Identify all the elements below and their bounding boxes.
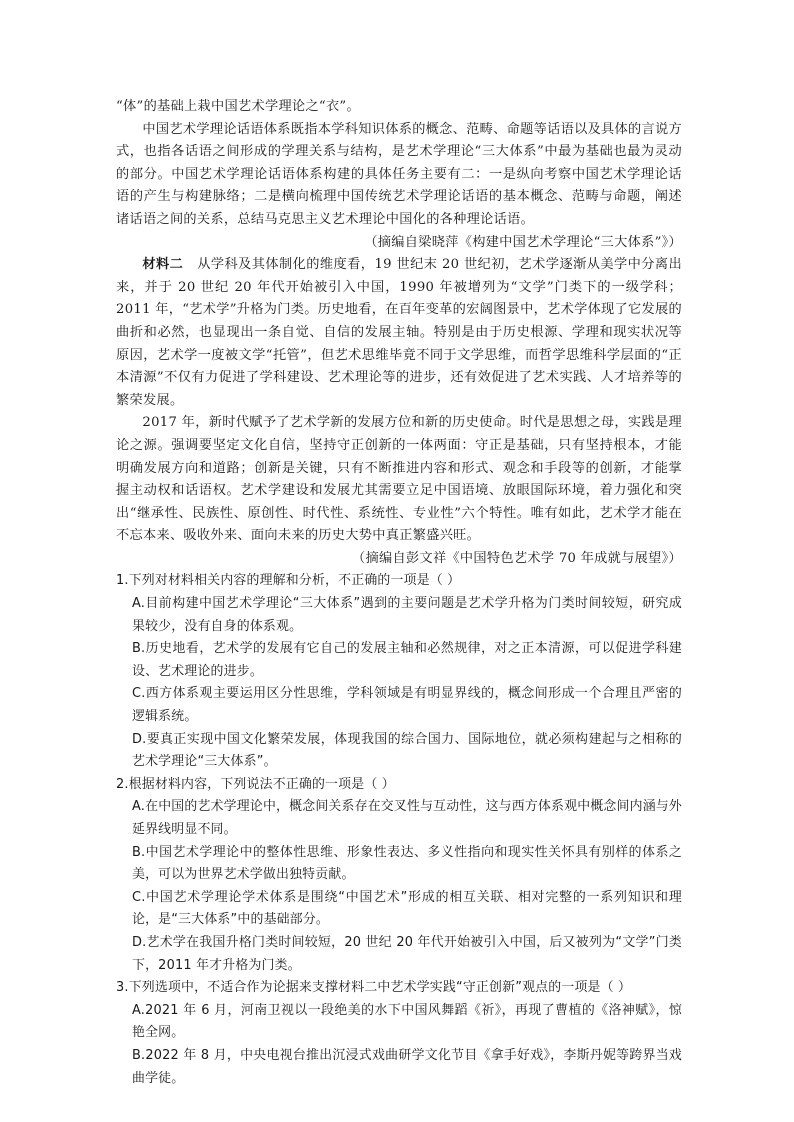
exam-page: [116, 96, 682, 1090]
option-c[interactable]: C.中国艺术学理论学术体系是围绕“中国艺术”形成的相互关联、相对完整的一系列知识和理论，是“三大体系”中的基础部分。: [132, 889, 682, 928]
option-b[interactable]: B.2022 年 8 月，中央电视台推出沉浸式戏曲研学文化节目《拿手好戏》，李斯丹妮等跨界当戏曲学徒。: [132, 1047, 682, 1086]
question-stem: 3.下列选项中，不适合作为论据来支撑材料二中艺术学实践“守正创新”观点的一项是（ ）: [116, 980, 632, 996]
option-a[interactable]: A.在中国的艺术学理论中，概念间关系存在交叉性与互动性，这与西方体系观中概念间内涵与外延界线明显不同。: [132, 799, 682, 837]
option-b[interactable]: B.中国艺术学理论中的整体性思维、形象性表达、多义性指向和现实性关怀具有别样的体系之美，可以为世界艺术学做出独特贡献。: [132, 844, 682, 883]
option-b[interactable]: B.历史地看，艺术学的发展有它自己的发展主轴和必然规律，对之正本清源，可以促进学科建设、艺术理论的进步。: [132, 641, 682, 679]
material-two-paragraph-1: [116, 254, 682, 412]
material-one-paragraph: 中国艺术学理论话语体系既指本学科知识体系的概念、范畴、命题等话语以及具体的言说方式，也指各话语之间形成的学理关系与结构，是艺术学理论“三大体系”中最为基础也最为灵动的部分。中国艺术学理论话语体系构建的具体任务主要有二：一是纵向考察中国艺术学理论话语的产生与构建脉络；二是横向梳理中国传统艺术学理论话语的基本概念、范畴与命题，阐述诸话语之间的关系，总结马克思主义艺术理论中国化的各种理论话语。: [116, 121, 682, 227]
option-d[interactable]: D.要真正实现中国文化繁荣发展，体现我国的综合国力、国际地位，就必须构建起与之相称的艺术学理论“三大体系”。: [132, 731, 682, 770]
option-a[interactable]: A.2021 年 6 月，河南卫视以一段绝美的水下中国风舞蹈《祈》，再现了曹植的《洛神赋》，惊艳全网。: [132, 1002, 682, 1041]
question-stem: 1.下列对材料相关内容的理解和分析，不正确的一项是（ ）: [116, 573, 461, 589]
option-a[interactable]: A.目前构建中国艺术学理论“三大体系”遇到的主要问题是艺术学升格为门类时间较短，研究成果较少，没有自身的体系观。: [132, 596, 682, 634]
questions-section: [116, 570, 682, 1090]
material-one-closing-line: “体”的基础上栽中国艺术学理论之“衣”。: [116, 99, 360, 114]
question-3: [116, 977, 682, 1090]
material-two-source: （摘编自彭文祥《中国特色艺术学 70 年成就与展望》）: [352, 550, 682, 566]
material-two-text-1: 从学科及其体制化的维度看，19 世纪末 20 世纪初，艺术学逐渐从美学中分离出来，并于 20 世纪 20 年代开始被引入中国，1990 年被增列为“文学”门类下的一级学科；2011 年，“艺术学”升格为门类。历史地看，在百年变革的宏阔图景中，艺术学体现了它发展的曲折和必然，也显现出一条自觉、自信的发展主轴。特别是由于历史根源、学理和现实状况等原因，艺术学一度被文学“托管”，但艺术思维毕竟不同于文学思维，而哲学思维科学层面的“正本清源”不仅有力促进了学科建设、艺术理论等的进步，还有效促进了艺术实践、人才培养等的繁荣发展。: [116, 257, 682, 408]
material-two-label: 材料二: [142, 257, 184, 273]
question-stem: 2.根据材料内容，下列说法不正确的一项是（ ）: [116, 776, 395, 792]
option-c[interactable]: C.西方体系观主要运用区分性思维，学科领域是有明显界线的，概念间形成一个合理且严密的逻辑系统。: [132, 686, 682, 725]
question-2: [116, 774, 682, 977]
question-1: [116, 570, 682, 773]
material-one-source: （摘编自梁晓萍《构建中国艺术学理论“三大体系”》）: [364, 234, 682, 250]
material-two-paragraph-2: 2017 年，新时代赋予了艺术学新的发展方位和新的历史使命。时代是思想之母，实践是理论之源。强调要坚定文化自信，坚持守正创新的一体两面：守正是基础，只有坚持根本，才能明确发展方向和道路；创新是关键，只有不断推进内容和形式、观念和手段等的创新，才能掌握主动权和话语权。艺术学建设和发展尤其需要立足中国语境、放眼国际环境，着力强化和突出“继承性、民族性、原创性、时代性、系统性、专业性”六个特性。唯有如此，艺术学才能在不忘本来、吸收外来、面向未来的历史大势中真正繁盛兴旺。: [116, 415, 682, 544]
option-d[interactable]: D.艺术学在我国升格门类时间较短，20 世纪 20 年代开始被引入中国，后又被列为“文学”门类下，2011 年才升格为门类。: [132, 934, 682, 973]
